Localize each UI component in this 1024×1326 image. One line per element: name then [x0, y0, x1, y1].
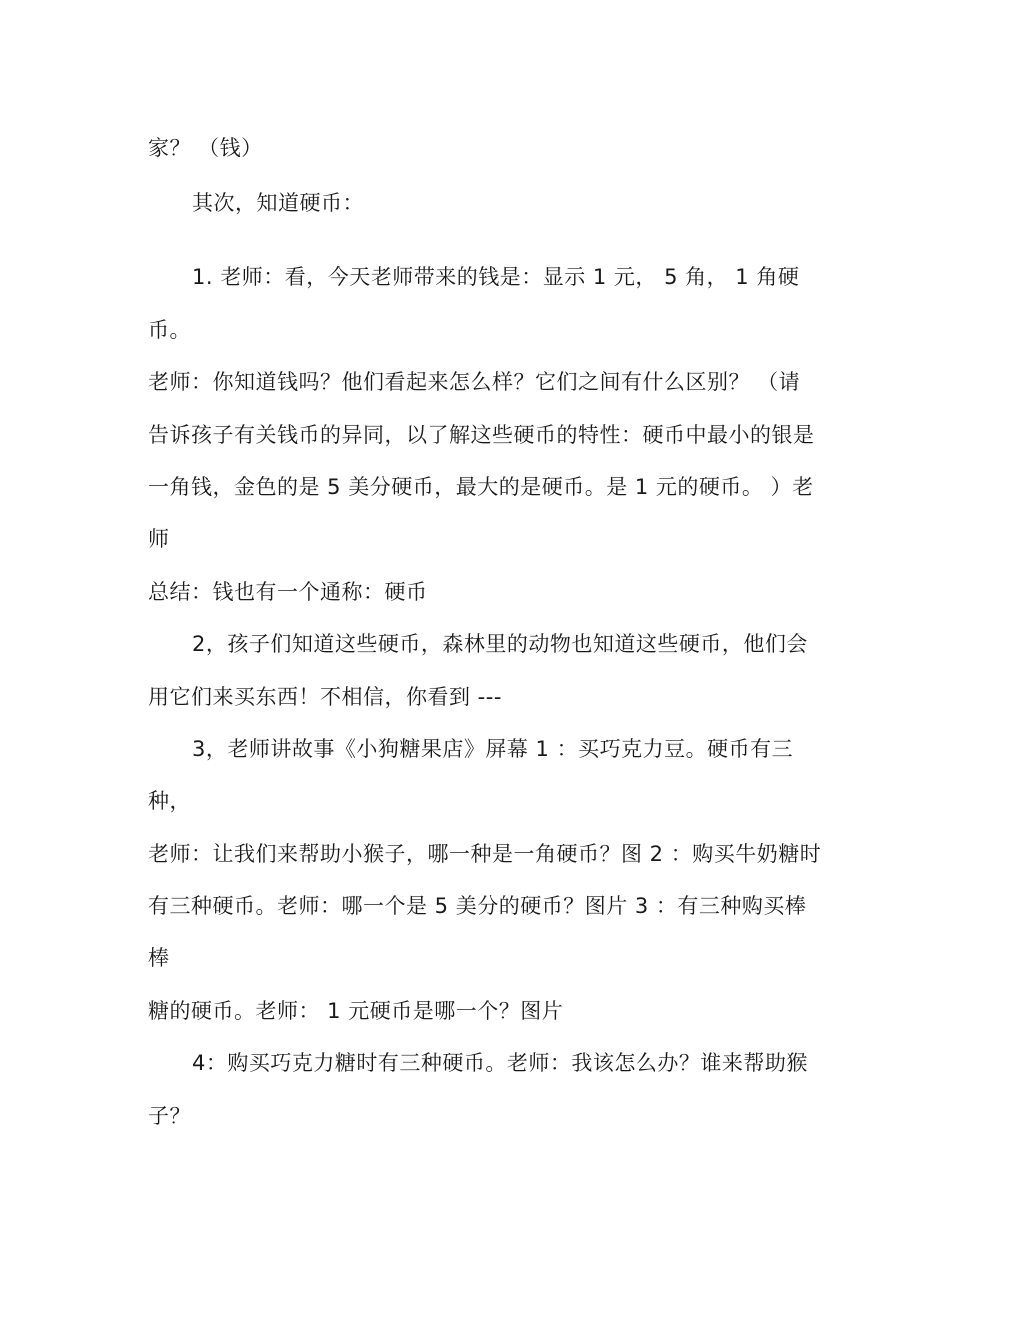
text-line: 其次，知道硬币：: [192, 191, 364, 215]
text-line: 有三种硬币。老师：哪一个是 5 美分的硬币？图片 3 ：有三种购买棒: [148, 894, 807, 918]
text-line: 家？ （钱）: [148, 136, 263, 160]
text-line: 棒: [148, 946, 170, 970]
text-line: 4：购买巧克力糖时有三种硬币。老师：我该怎么办？谁来帮助猴: [192, 1051, 808, 1075]
text-line: 1. 老师：看，今天老师带来的钱是：显示 1 元， 5 角， 1 角硬: [192, 265, 800, 289]
text-line: 老师：让我们来帮助小猴子，哪一种是一角硬币？图 2 ：购买牛奶糖时: [148, 842, 822, 866]
text-line: 老师：你知道钱吗？他们看起来怎么样？它们之间有什么区别？ （请: [148, 370, 801, 394]
text-line: 糖的硬币。老师： 1 元硬币是哪一个？图片: [148, 999, 564, 1023]
text-line: 种，: [148, 789, 191, 813]
text-line: 师: [148, 527, 170, 551]
text-line: 用它们来买东西！不相信，你看到 ---: [148, 685, 502, 709]
text-line: 子？: [148, 1104, 191, 1128]
text-line: 币。: [148, 318, 191, 342]
text-line: 2，孩子们知道这些硬币，森林里的动物也知道这些硬币，他们会: [192, 632, 808, 656]
text-line: 总结：钱也有一个通称：硬币: [148, 580, 428, 604]
text-line: 告诉孩子有关钱币的异同，以了解这些硬币的特性：硬币中最小的银是: [148, 423, 815, 447]
text-line: 3，老师讲故事《小狗糖果店》屏幕 1 ：买巧克力豆。硬币有三: [192, 737, 794, 761]
text-line: 一角钱，金色的是 5 美分硬币，最大的是硬币。是 1 元的硬币。 ）老: [148, 475, 814, 499]
